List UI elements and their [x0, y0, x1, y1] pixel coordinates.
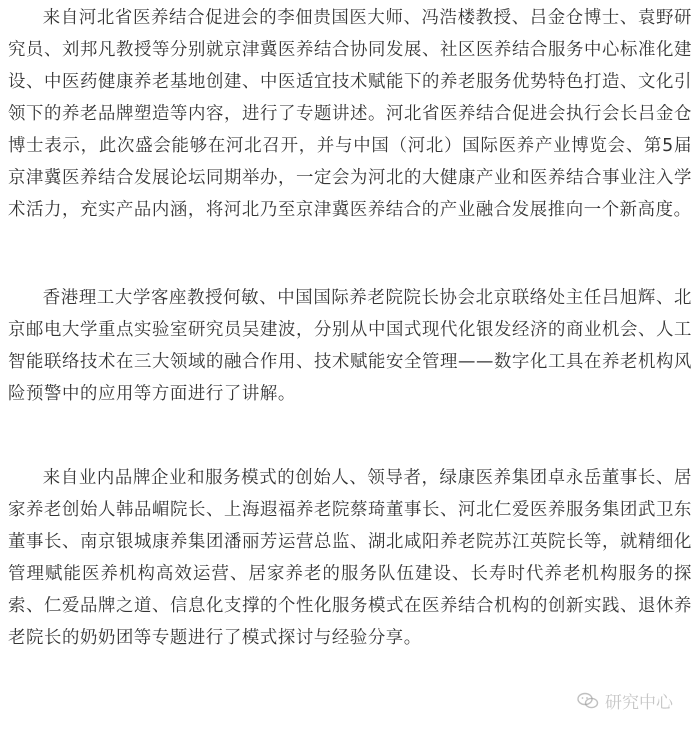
watermark-text: 研究中心: [605, 693, 673, 713]
paragraph-3: 来自业内品牌企业和服务模式的创始人、领导者，绿康医养集团卓永岳董事长、居家养老创始人韩品嵋院长、上海遐福养老院蔡琦董事长、河北仁爱医养服务集团武卫东董事长、南京银城康养集团潘丽芳运营总监、湖北咸阳养老院苏江英院长等，就精细化管理赋能医养机构高效运营、居家养老的服务队伍建设、长寿时代养老机构服务的探索、仁爱品牌之道、信息化支撑的个性化服务模式在医养结合机构的创新实践、退休养老院长的奶奶团等专题进行了模式探讨与经验分享。: [8, 468, 692, 648]
watermark: [577, 688, 673, 713]
paragraph-1: 来自河北省医养结合促进会的李佃贵国医大师、冯浩楼教授、吕金仓博士、袁野研究员、刘邦凡教授等分别就京津冀医养结合协同发展、社区医养结合服务中心标准化建设、中医药健康养老基地创建、中医适宜技术赋能下的养老服务优势特色打造、文化引领下的养老品牌塑造等内容，进行了专题讲述。河北省医养结合促进会执行会长吕金仓博士表示，此次盛会能够在河北召开，并与中国（河北）国际医养产业博览会、第5届京津冀医养结合发展论坛同期举办，一定会为河北的大健康产业和医养结合事业注入学术活力，充实产品内涵，将河北乃至京津冀医养结合的产业融合发展推向一个新高度。: [8, 8, 692, 220]
wechat-icon: [577, 692, 599, 710]
article-body: [8, 0, 692, 654]
paragraph-2: 香港理工大学客座教授何敏、中国国际养老院院长协会北京联络处主任吕旭辉、北京邮电大学重点实验室研究员吴建波，分别从中国式现代化银发经济的商业机会、人工智能联络技术在三大领域的融合作用、技术赋能安全管理——数字化工具在养老机构风险预警中的应用等方面进行了讲解。: [8, 288, 692, 404]
